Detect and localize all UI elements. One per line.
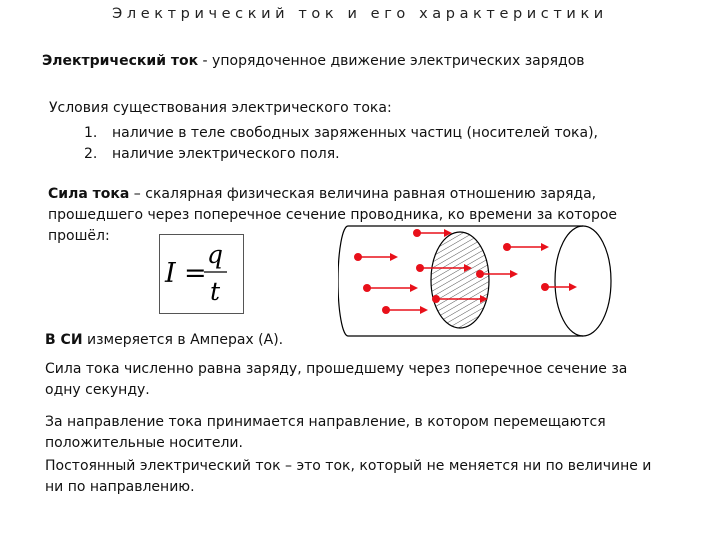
charge-dot <box>476 270 484 278</box>
charge-dot <box>363 284 371 292</box>
conductor-right-end <box>555 226 611 336</box>
si-unit-line <box>45 332 283 348</box>
condition-text: наличие электрического поля. <box>112 146 340 162</box>
charge-dot <box>541 283 549 291</box>
charge-arrow-head <box>420 306 428 314</box>
current-strength-line2: прошедшего через поперечное сечение проводника, ко времени за которое <box>48 207 618 223</box>
charge-arrow-head <box>569 283 577 291</box>
paragraph3-line1: Постоянный электрический ток – это ток, который не меняется ни по величине и <box>45 458 652 474</box>
charge-dot <box>503 243 511 251</box>
condition-number: 1. <box>84 125 98 141</box>
charge-arrow-head <box>541 243 549 251</box>
current-strength-text: – скалярная физическая величина равная отношению заряда, <box>129 186 597 202</box>
paragraph1-line1: Сила тока численно равна заряду, прошедшему через поперечное сечение за <box>45 361 628 377</box>
charge-dot <box>382 306 390 314</box>
conductor-left-end <box>338 226 348 336</box>
conductor-diagram <box>338 224 638 340</box>
charge-dot <box>354 253 362 261</box>
charge-dot <box>413 229 421 237</box>
paragraph1-line2: одну секунду. <box>45 382 150 398</box>
formula-lhs: I <box>165 258 176 289</box>
definition-term: Электрический ток <box>42 53 199 69</box>
definition-text: - упорядоченное движение электрических зарядов <box>198 53 585 69</box>
formula-equals: = <box>184 258 207 289</box>
paragraph3-line2: ни по направлению. <box>45 479 195 495</box>
formula-box <box>159 234 244 314</box>
formula <box>160 235 242 312</box>
charge-arrow-head <box>510 270 518 278</box>
conditions-title: Условия существования электрического тока: <box>49 100 392 116</box>
si-unit-bold: В СИ <box>45 332 83 348</box>
charge-arrow-head <box>390 253 398 261</box>
paragraph2-line2: положительные носители. <box>45 435 243 451</box>
slide-title: Электрический ток и его характеристики <box>112 6 608 22</box>
current-strength-line3: прошёл: <box>48 228 110 244</box>
condition-number: 2. <box>84 146 98 162</box>
charge-arrow-head <box>410 284 418 292</box>
current-strength-line1 <box>48 186 596 202</box>
condition-item <box>84 125 598 141</box>
condition-item <box>84 146 340 162</box>
charge-dot <box>432 295 440 303</box>
charge-dot <box>416 264 424 272</box>
definition-line <box>42 53 585 69</box>
formula-denominator: t <box>209 277 221 306</box>
cross-section <box>431 232 489 328</box>
condition-text: наличие в теле свободных заряженных частиц (носителей тока), <box>112 125 598 141</box>
formula-numerator: q <box>206 240 224 269</box>
paragraph2-line1: За направление тока принимается направление, в котором перемещаются <box>45 414 606 430</box>
current-strength-term: Сила тока <box>48 186 130 202</box>
si-unit-text: измеряется в Амперах (А). <box>82 332 284 348</box>
